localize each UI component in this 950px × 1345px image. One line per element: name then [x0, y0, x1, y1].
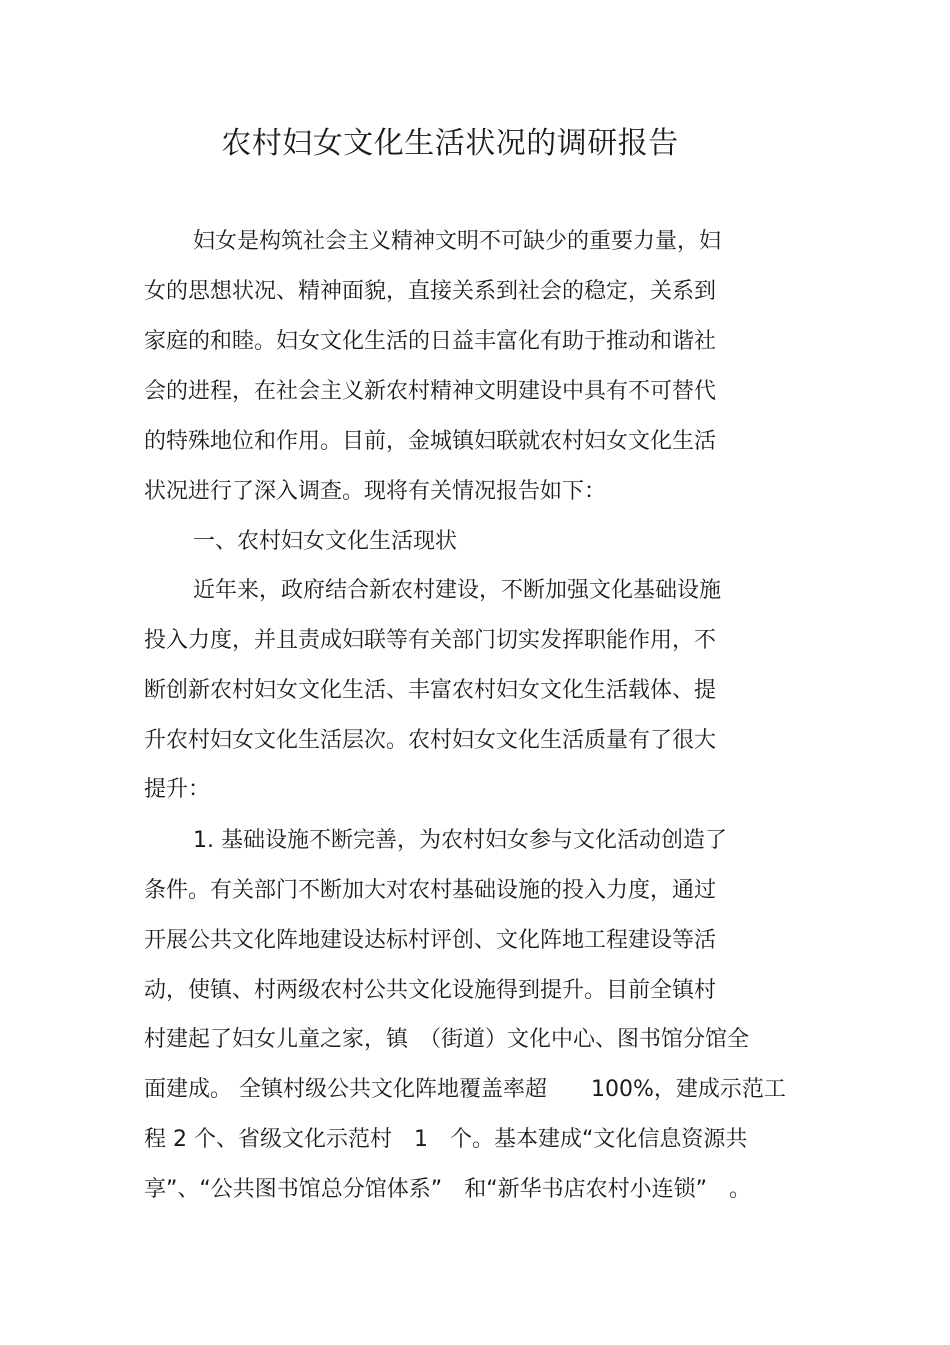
paragraph-line: 妇女是构筑社会主义精神文明不可缺少的重要力量，妇 [193, 229, 722, 254]
paragraph-line: 升农村妇女文化生活层次。农村妇女文化生活质量有了很大 [144, 728, 717, 753]
paragraph-line: 村建起了妇女儿童之家，镇 （街道）文化中心、图书馆分馆全 [144, 1027, 750, 1052]
section-heading: 一、农村妇女文化生活现状 [193, 529, 458, 554]
paragraph-line: 会的进程，在社会主义新农村精神文明建设中具有不可替代 [144, 379, 717, 404]
paragraph-line: 开展公共文化阵地建设达标村评创、文化阵地工程建设等活 [144, 928, 717, 953]
paragraph-line: 1. 基础设施不断完善，为农村妇女参与文化活动创造了 [193, 828, 727, 853]
paragraph-line: 家庭的和睦。妇女文化生活的日益丰富化有助于推动和谐社 [144, 329, 717, 354]
paragraph-line: 程 2 个、省级文化示范村 1 个。基本建成“文化信息资源共 [144, 1127, 748, 1152]
paragraph-line: 条件。有关部门不断加大对农村基础设施的投入力度，通过 [144, 878, 717, 903]
paragraph-line: 面建成。 全镇村级公共文化阵地覆盖率超 100%，建成示范工 [144, 1077, 786, 1102]
paragraph-line: 享”、“公共图书馆总分馆体系” 和“新华书店农村小连锁” 。 [144, 1177, 751, 1202]
paragraph-line: 的特殊地位和作用。目前，金城镇妇联就农村妇女文化生活 [144, 429, 717, 454]
paragraph-line: 投入力度，并且责成妇联等有关部门切实发挥职能作用，不 [144, 628, 717, 653]
paragraph-line: 动，使镇、村两级农村公共文化设施得到提升。目前全镇村 [144, 978, 717, 1003]
paragraph-line: 断创新农村妇女文化生活、丰富农村妇女文化生活载体、提 [144, 678, 717, 703]
paragraph-line: 女的思想状况、精神面貌，直接关系到社会的稳定，关系到 [144, 279, 717, 304]
document-title: 农村妇女文化生活状况的调研报告 [221, 126, 679, 161]
paragraph-line: 提升： [144, 777, 211, 802]
paragraph-line: 状况进行了深入调查。现将有关情况报告如下： [144, 479, 607, 504]
paragraph-line: 近年来，政府结合新农村建设，不断加强文化基础设施 [193, 578, 722, 603]
